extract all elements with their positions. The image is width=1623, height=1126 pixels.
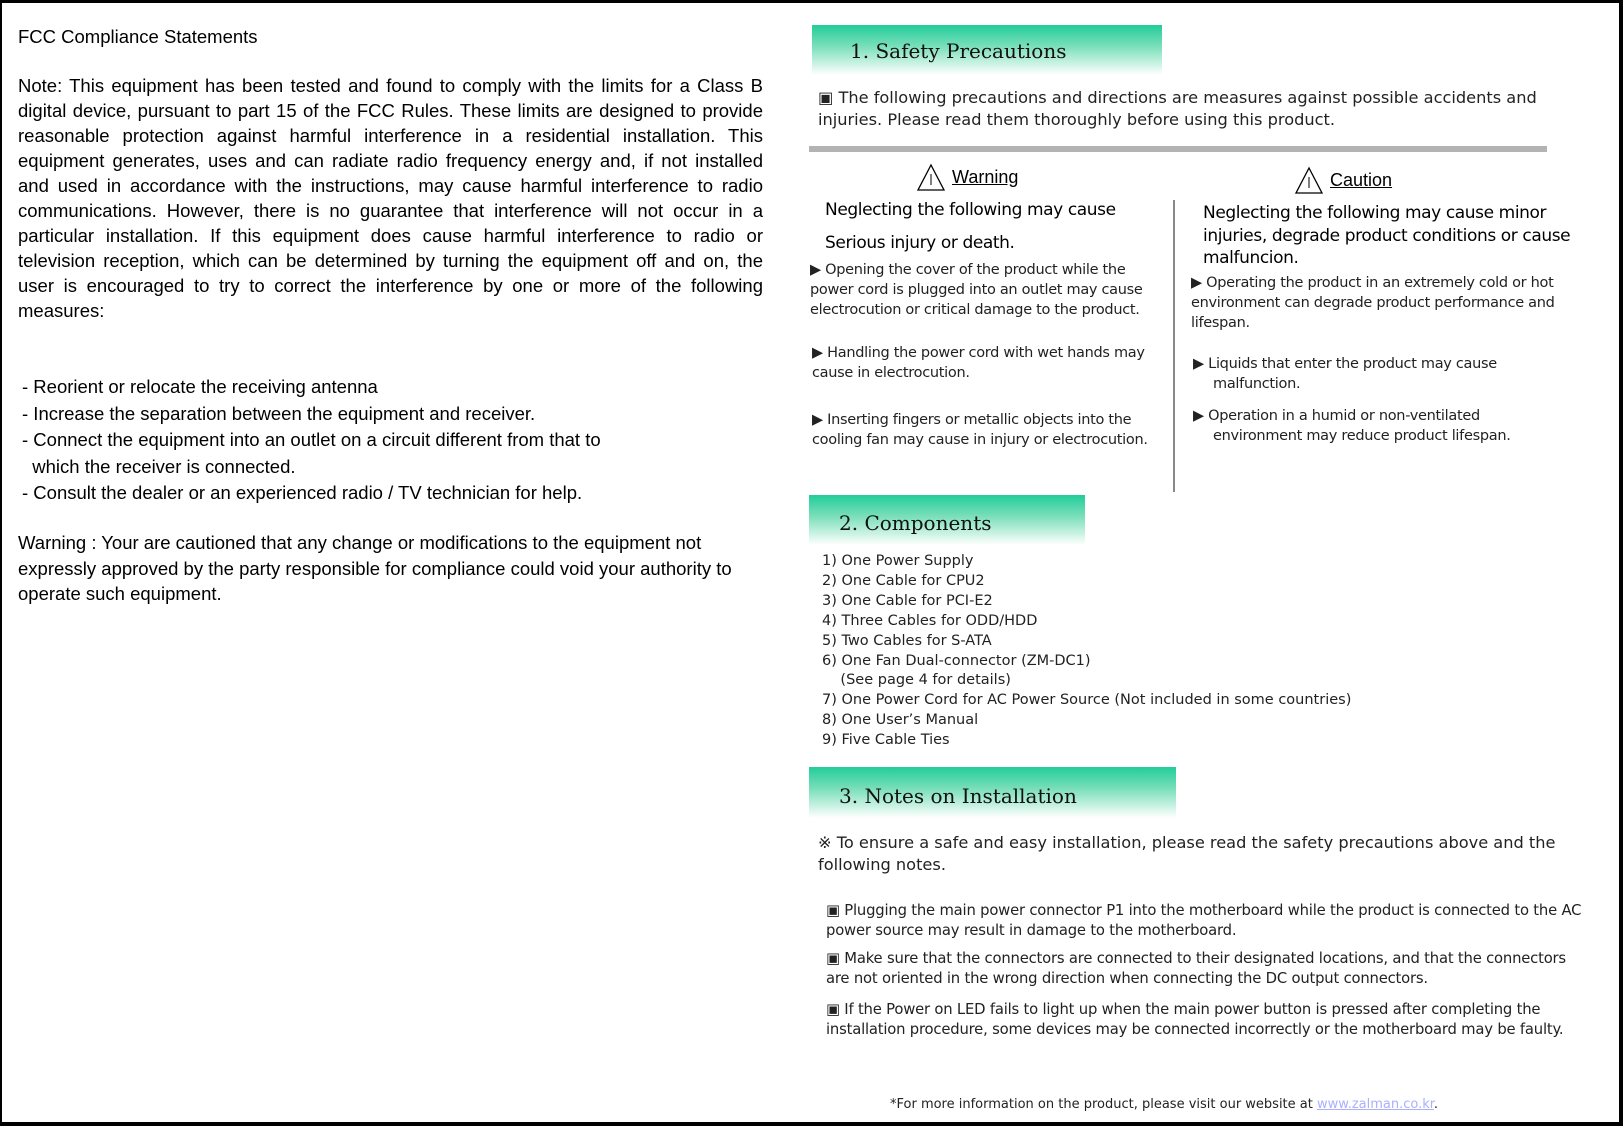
component-item: 1) One Power Supply [822,553,974,569]
measure-item: - Reorient or relocate the receiving antenna [22,376,378,397]
safety-intro: ▣ The following precautions and directions are measures against possible accidents and injuries. Please read them thoroughly before using this product. [818,88,1537,129]
component-item: 2) One Cable for CPU2 [822,572,985,589]
measure-item: which the receiver is connected. [22,455,296,477]
components-section-header [809,495,1085,545]
warning-subtitle-1: Neglecting the following may cause [825,200,1116,220]
component-item: 5) Two Cables for S-ATA [822,632,992,649]
footer-end: . [1433,1097,1439,1112]
fcc-measures-list [22,374,601,507]
warning-heading [916,163,1018,191]
caution-item: ▶ Liquids that enter the product may cause malfunction. [1193,356,1497,392]
footer-text: *For more information on the product, please visit our website at [890,1097,1317,1112]
column-divider [1173,200,1175,492]
component-item: 9) Five Cable Ties [822,732,950,749]
measure-item: - Increase the separation between the equipment and receiver. [22,402,536,424]
divider-bar [809,146,1547,152]
component-item: 4) Three Cables for ODD/HDD [822,612,1038,629]
caution-item: ▶ Operation in a humid or non-ventilated environment may reduce product lifespan. [1193,408,1511,444]
installation-section-title: 3. Notes on Installation [839,784,1077,808]
footer-note [890,1097,1438,1112]
component-item: 8) One User’s Manual [822,712,979,729]
measure-item: - Consult the dealer or an experienced radio / TV technician for help. [22,482,583,503]
component-item: 3) One Cable for PCI-E2 [822,592,993,609]
fcc-title: FCC Compliance Statements [18,26,258,47]
installation-note: ▣ If the Power on LED fails to light up when the main power button is pressed after completing the installation procedure, some devices may be connected incorrectly or the motherboard may be faulty. [826,1001,1564,1038]
safety-section-title: 1. Safety Precautions [850,39,1067,63]
components-section-title: 2. Components [839,511,992,535]
components-list [822,552,1351,751]
caution-heading [1294,166,1392,194]
installation-intro: ※ To ensure a safe and easy installation, please read the safety precautions above and the following notes. [818,833,1556,874]
warning-item: ▶ Inserting fingers or metallic objects into the cooling fan may cause in injury or electrocution. [812,412,1148,448]
warning-item: ▶ Opening the cover of the product while the power cord is plugged into an outlet may cause electrocution or critical damage to the product. [810,262,1143,318]
fcc-note-paragraph: Note: This equipment has been tested and found to comply with the limits for a Class B digital device, pursuant to part 15 of the FCC Rules. These limits are designed to provide reasonable protection against harmful interference in a residential installation. This equipment generates, uses and can radiate radio frequency energy and, if not installed and used in accordance with the instructions, may cause harmful interference to radio communications. However, there is no guarantee that interference will not occur in a particular installation. If this equipment does cause harmful interference to radio or television reception, which can be determined by turning the equipment off and on, the user is encouraged to try to correct the interference by one or more of the following measures: [18,75,763,321]
warning-triangle-icon [916,163,946,191]
caution-item: ▶ Operating the product in an extremely cold or hot environment can degrade product performance and lifespan. [1191,275,1555,331]
warning-item: ▶ Handling the power cord with wet hands may cause in electrocution. [812,345,1145,381]
component-item: (See page 4 for details) [822,672,1011,689]
measure-item: - Connect the equipment into an outlet on a circuit different from that to [22,429,601,450]
installation-note: ▣ Make sure that the connectors are connected to their designated locations, and that the connectors are not oriented in the wrong direction when connecting the DC output connectors. [826,950,1566,987]
caution-triangle-icon [1294,166,1324,194]
installation-section-header [809,767,1176,818]
website-link[interactable]: www.zalman.co.kr [1316,1097,1434,1112]
component-item: 6) One Fan Dual-connector (ZM-DC1) [822,652,1091,669]
safety-section-header [812,25,1162,75]
fcc-warning-paragraph: Warning : Your are cautioned that any change or modifications to the equipment not expressly approved by the party responsible for compliance could void your authority to operate such equipment. [18,532,732,604]
installation-note: ▣ Plugging the main power connector P1 into the motherboard while the product is connected to the AC power source may result in damage to the motherboard. [826,902,1582,939]
component-item: 7) One Power Cord for AC Power Source (Not included in some countries) [822,692,1352,709]
warning-label: Warning [952,166,1019,187]
caution-subtitle: Neglecting the following may cause minor injuries, degrade product conditions or cause malfuncion. [1203,203,1571,268]
caution-label: Caution [1330,169,1393,190]
warning-subtitle-2: Serious injury or death. [825,233,1015,253]
